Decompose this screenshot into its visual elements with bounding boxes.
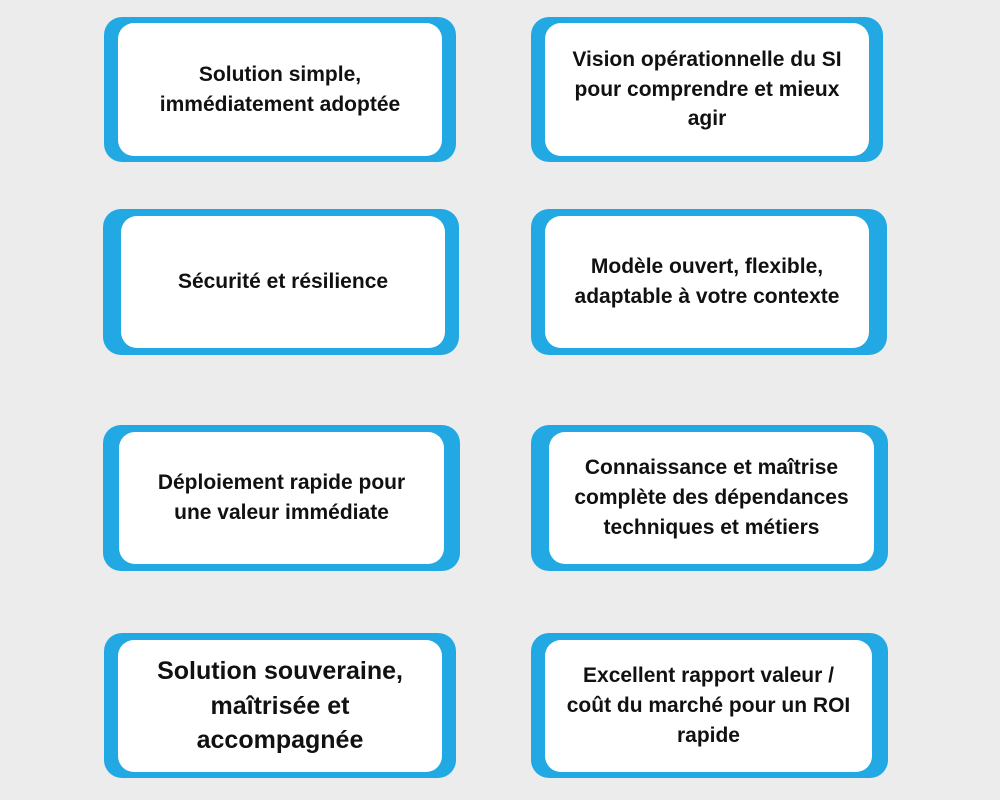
benefit-card-open-model [531, 209, 887, 355]
benefit-card-sovereign-solution [104, 633, 456, 778]
benefit-card-text: Solution souveraine, maîtrisée et accompagnée [118, 640, 442, 772]
benefit-card-fast-deployment [103, 425, 460, 571]
benefit-card-simple-solution [104, 17, 456, 162]
benefit-card-text: Déploiement rapide pour une valeur immédiate [119, 432, 444, 564]
benefit-card-text: Vision opérationnelle du SI pour comprendre et mieux agir [545, 23, 869, 156]
benefit-card-dependency-knowledge [531, 425, 888, 571]
benefit-card-text: Connaissance et maîtrise complète des dépendances techniques et métiers [549, 432, 874, 564]
benefit-card-text: Modèle ouvert, flexible, adaptable à votre contexte [545, 216, 869, 348]
benefit-card-text: Solution simple, immédiatement adoptée [118, 23, 442, 156]
benefit-card-text: Sécurité et résilience [121, 216, 445, 348]
benefit-card-security [103, 209, 459, 355]
benefit-card-value-cost-ratio [531, 633, 888, 778]
benefit-card-operational-vision [531, 17, 883, 162]
benefit-card-text: Excellent rapport valeur / coût du marché pour un ROI rapide [545, 640, 872, 772]
